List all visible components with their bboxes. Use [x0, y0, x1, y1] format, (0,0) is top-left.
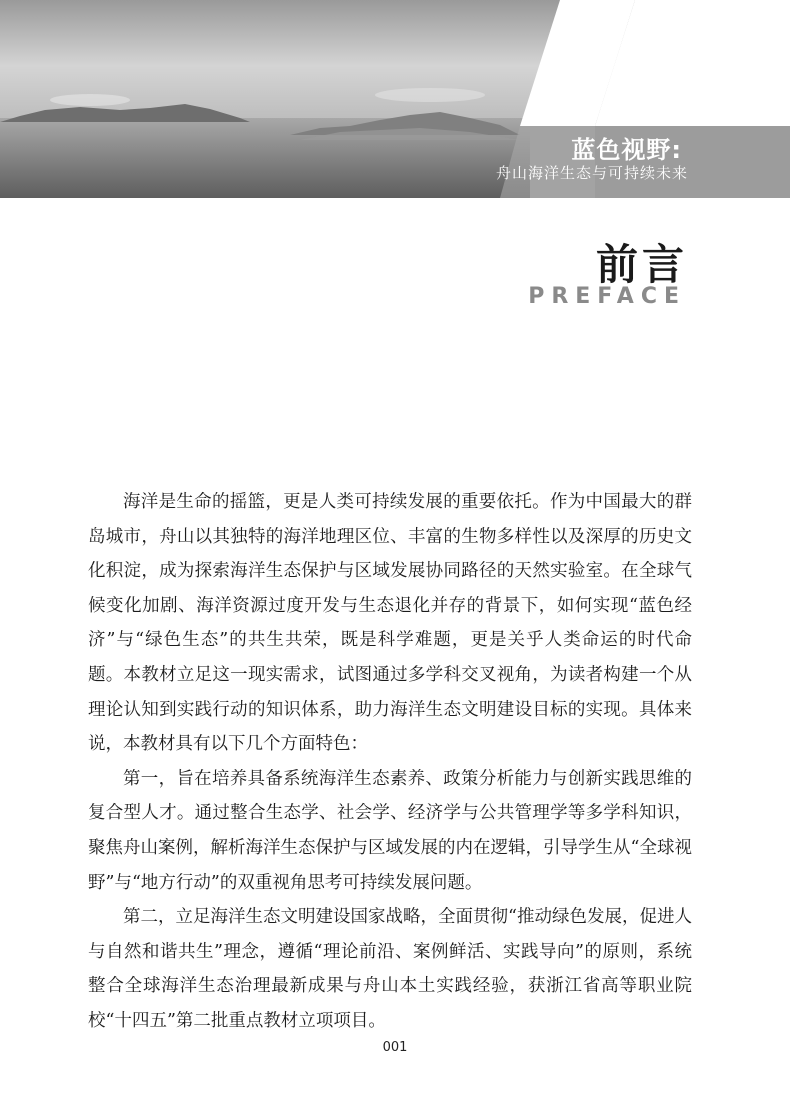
series-title: 蓝色视野: — [571, 136, 682, 164]
paragraph-feature-two: 第二，立足海洋生态文明建设国家战略，全面贯彻“推动绿色发展，促进人与自然和谐共生”理念，遵循“理论前沿、案例鲜活、实践导向”的原则，系统整合全球海洋生态治理最新成果与舟山本土实践经验，获浙江省高等职业院校“十四五”第二批重点教材立项项目。 — [88, 907, 692, 1031]
series-subtitle: 舟山海洋生态与可持续未来 — [495, 164, 688, 182]
page-title: 前言 — [595, 240, 688, 289]
paragraph-feature-one: 第一，旨在培养具备系统海洋生态素养、政策分析能力与创新实践思维的复合型人才。通过整合生态学、社会学、经济学与公共管理学等多学科知识，聚焦舟山案例，解析海洋生态保护与区域发展的内在逻辑，引导学生从“全球视野”与“地方行动”的双重视角思考可持续发展问题。 — [88, 768, 692, 893]
paragraph-intro: 海洋是生命的摇篮，更是人类可持续发展的重要依托。作为中国最大的群岛城市，舟山以其独特的海洋地理区位、丰富的生物多样性以及深厚的历史文化积淀，成为探索海洋生态保护与区域发展协同路径的天然实验室。在全球气候变化加剧、海洋资源过度开发与生态退化并存的背景下，如何实现“蓝色经济”与“绿色生态”的共生共荣，既是科学难题，更是关乎人类命运的时代命题。本教材立足这一现实需求，试图通过多学科交叉视角，为读者构建一个从理论认知到实践行动的知识体系，助力海洋生态文明建设目标的实现。具体来说，本教材具有以下几个方面特色： — [88, 492, 692, 755]
page-number: 001 — [382, 1040, 408, 1055]
page-title-english: PREFACE — [528, 284, 686, 309]
preface-body — [88, 485, 692, 1039]
